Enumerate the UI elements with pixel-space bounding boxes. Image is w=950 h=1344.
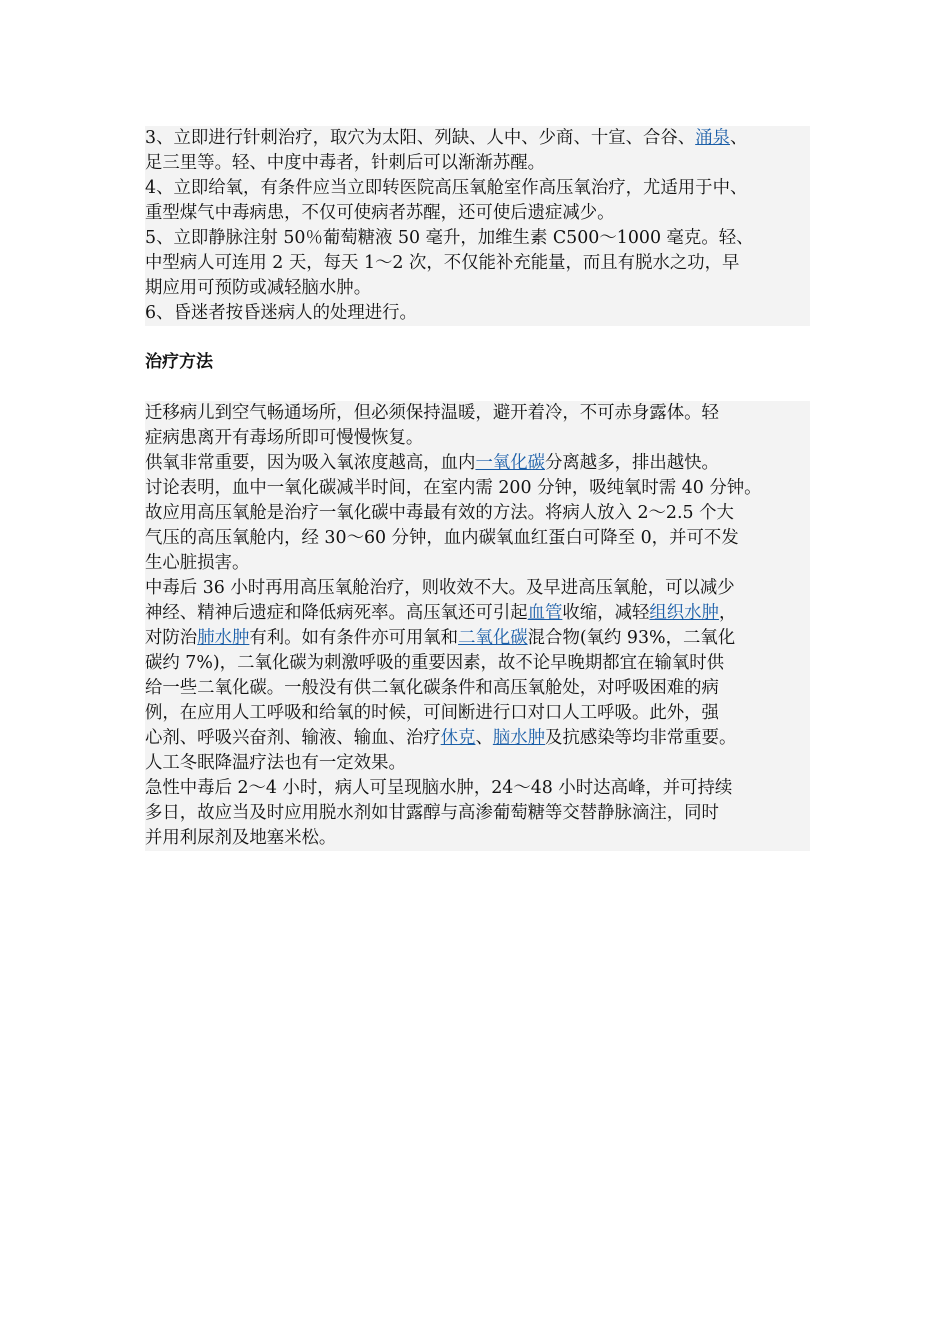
text-line (145, 451, 810, 476)
text-segment: 、 (729, 128, 748, 148)
term-link[interactable]: 一氧化碳 (475, 453, 546, 473)
text-segment: 例，在应用人工呼吸和给氧的时候，可间断进行口对口人工呼吸。此外，强 (145, 703, 719, 723)
text-segment: 收缩，减轻 (562, 603, 650, 623)
text-line (145, 276, 810, 301)
text-segment: 有利。如有条件亦可用氧和 (249, 628, 459, 648)
term-link[interactable]: 休克 (440, 728, 476, 748)
text-line (145, 626, 810, 651)
term-link[interactable]: 二氧化碳 (458, 628, 528, 648)
text-segment: 讨论表明，血中一氧化碳减半时间，在室内需 200 分钟，吸纯氧时需 40 分钟。 (145, 478, 762, 498)
text-line (145, 826, 810, 851)
text-segment: 心剂、呼吸兴奋剂、输液、输血、治疗 (145, 728, 441, 748)
text-segment: 及抗感染等均非常重要。 (545, 728, 737, 748)
text-line (145, 601, 810, 626)
text-line (145, 676, 810, 701)
text-segment: 混合物(氧约 93%，二氧化 (527, 628, 736, 648)
text-segment: 5、立即静脉注射 50％葡萄糖液 50 毫升，加维生素 C500～1000 毫克。轻、 (145, 228, 754, 248)
document-body (145, 126, 810, 851)
text-line (145, 201, 810, 226)
text-segment: 给一些二氧化碳。一般没有供二氧化碳条件和高压氧舱处，对呼吸困难的病 (145, 678, 719, 698)
text-segment: 3、立即进行针刺治疗，取穴为太阳、列缺、人中、少商、十宣、合谷、 (145, 128, 696, 148)
text-line (145, 401, 810, 426)
text-line (145, 651, 810, 676)
text-segment: 、 (475, 728, 493, 748)
text-line (145, 226, 810, 251)
text-segment: 迁移病儿到空气畅通场所，但必须保持温暖，避开着冷，不可赤身露体。轻 (145, 403, 719, 423)
text-line (145, 151, 810, 176)
text-line (145, 551, 810, 576)
text-line (145, 426, 810, 451)
text-segment: 足三里等。轻、中度中毒者，针刺后可以渐渐苏醒。 (145, 153, 545, 173)
text-segment: 碳约 7%)，二氧化碳为刺激呼吸的重要因素，故不论早晚期都宜在输氧时供 (145, 653, 725, 673)
section-heading-treatment: 治疗方法 (145, 352, 213, 372)
term-link[interactable]: 组织水肿 (649, 603, 719, 623)
term-link[interactable]: 脑水肿 (492, 728, 546, 748)
text-segment: 并用利尿剂及地塞米松。 (145, 828, 337, 848)
text-line (145, 776, 810, 801)
text-line (145, 126, 810, 151)
text-segment: 中毒后 36 小时再用高压氧舱治疗，则收效不大。及早进高压氧舱，可以减少 (145, 578, 735, 598)
term-link[interactable]: 血管 (527, 603, 563, 623)
text-segment: 神经、精神后遗症和降低病死率。高压氧还可引起 (145, 603, 528, 623)
text-line (145, 701, 810, 726)
text-line (145, 476, 810, 501)
text-line (145, 576, 810, 601)
text-segment: 急性中毒后 2～4 小时，病人可呈现脑水肿，24～48 小时达高峰，并可持续 (145, 778, 733, 798)
term-link[interactable]: 涌泉 (695, 128, 730, 148)
text-segment: 症病患离开有毒场所即可慢慢恢复。 (145, 428, 424, 448)
text-segment: 生心脏损害。 (145, 553, 250, 573)
text-line (145, 751, 810, 776)
text-segment: 多日，故应当及时应用脱水剂如甘露醇与高渗葡萄糖等交替静脉滴注，同时 (145, 803, 719, 823)
text-segment: 分离越多，排出越快。 (545, 453, 719, 473)
text-segment: 人工冬眠降温疗法也有一定效果。 (145, 753, 406, 773)
text-segment: ， (718, 603, 737, 623)
text-line (145, 301, 810, 326)
treatment-paragraphs (145, 401, 810, 851)
text-segment: 对防治 (145, 628, 198, 648)
first-aid-steps (145, 126, 810, 326)
text-segment: 期应用可预防或减轻脑水肿。 (145, 278, 372, 298)
text-line (145, 501, 810, 526)
text-line (145, 801, 810, 826)
text-segment: 6、昏迷者按昏迷病人的处理进行。 (145, 303, 417, 323)
text-line (145, 251, 810, 276)
text-segment: 供氧非常重要，因为吸入氧浓度越高，血内 (145, 453, 476, 473)
text-line (145, 526, 810, 551)
text-segment: 中型病人可连用 2 天，每天 1～2 次，不仅能补充能量，而且有脱水之功，早 (145, 253, 740, 273)
term-link[interactable]: 肺水肿 (197, 628, 250, 648)
text-segment: 4、立即给氧，有条件应当立即转医院高压氧舱室作高压氧治疗，尤适用于中、 (145, 178, 748, 198)
text-segment: 气压的高压氧舱内，经 30～60 分钟，血内碳氧血红蛋白可降至 0，并可不发 (145, 528, 739, 548)
text-segment: 故应用高压氧舱是治疗一氧化碳中毒最有效的方法。将病人放入 2～2.5 个大 (145, 503, 734, 523)
text-segment: 重型煤气中毒病患，不仅可使病者苏醒，还可使后遗症减少。 (145, 203, 615, 223)
text-line (145, 726, 810, 751)
text-line (145, 176, 810, 201)
